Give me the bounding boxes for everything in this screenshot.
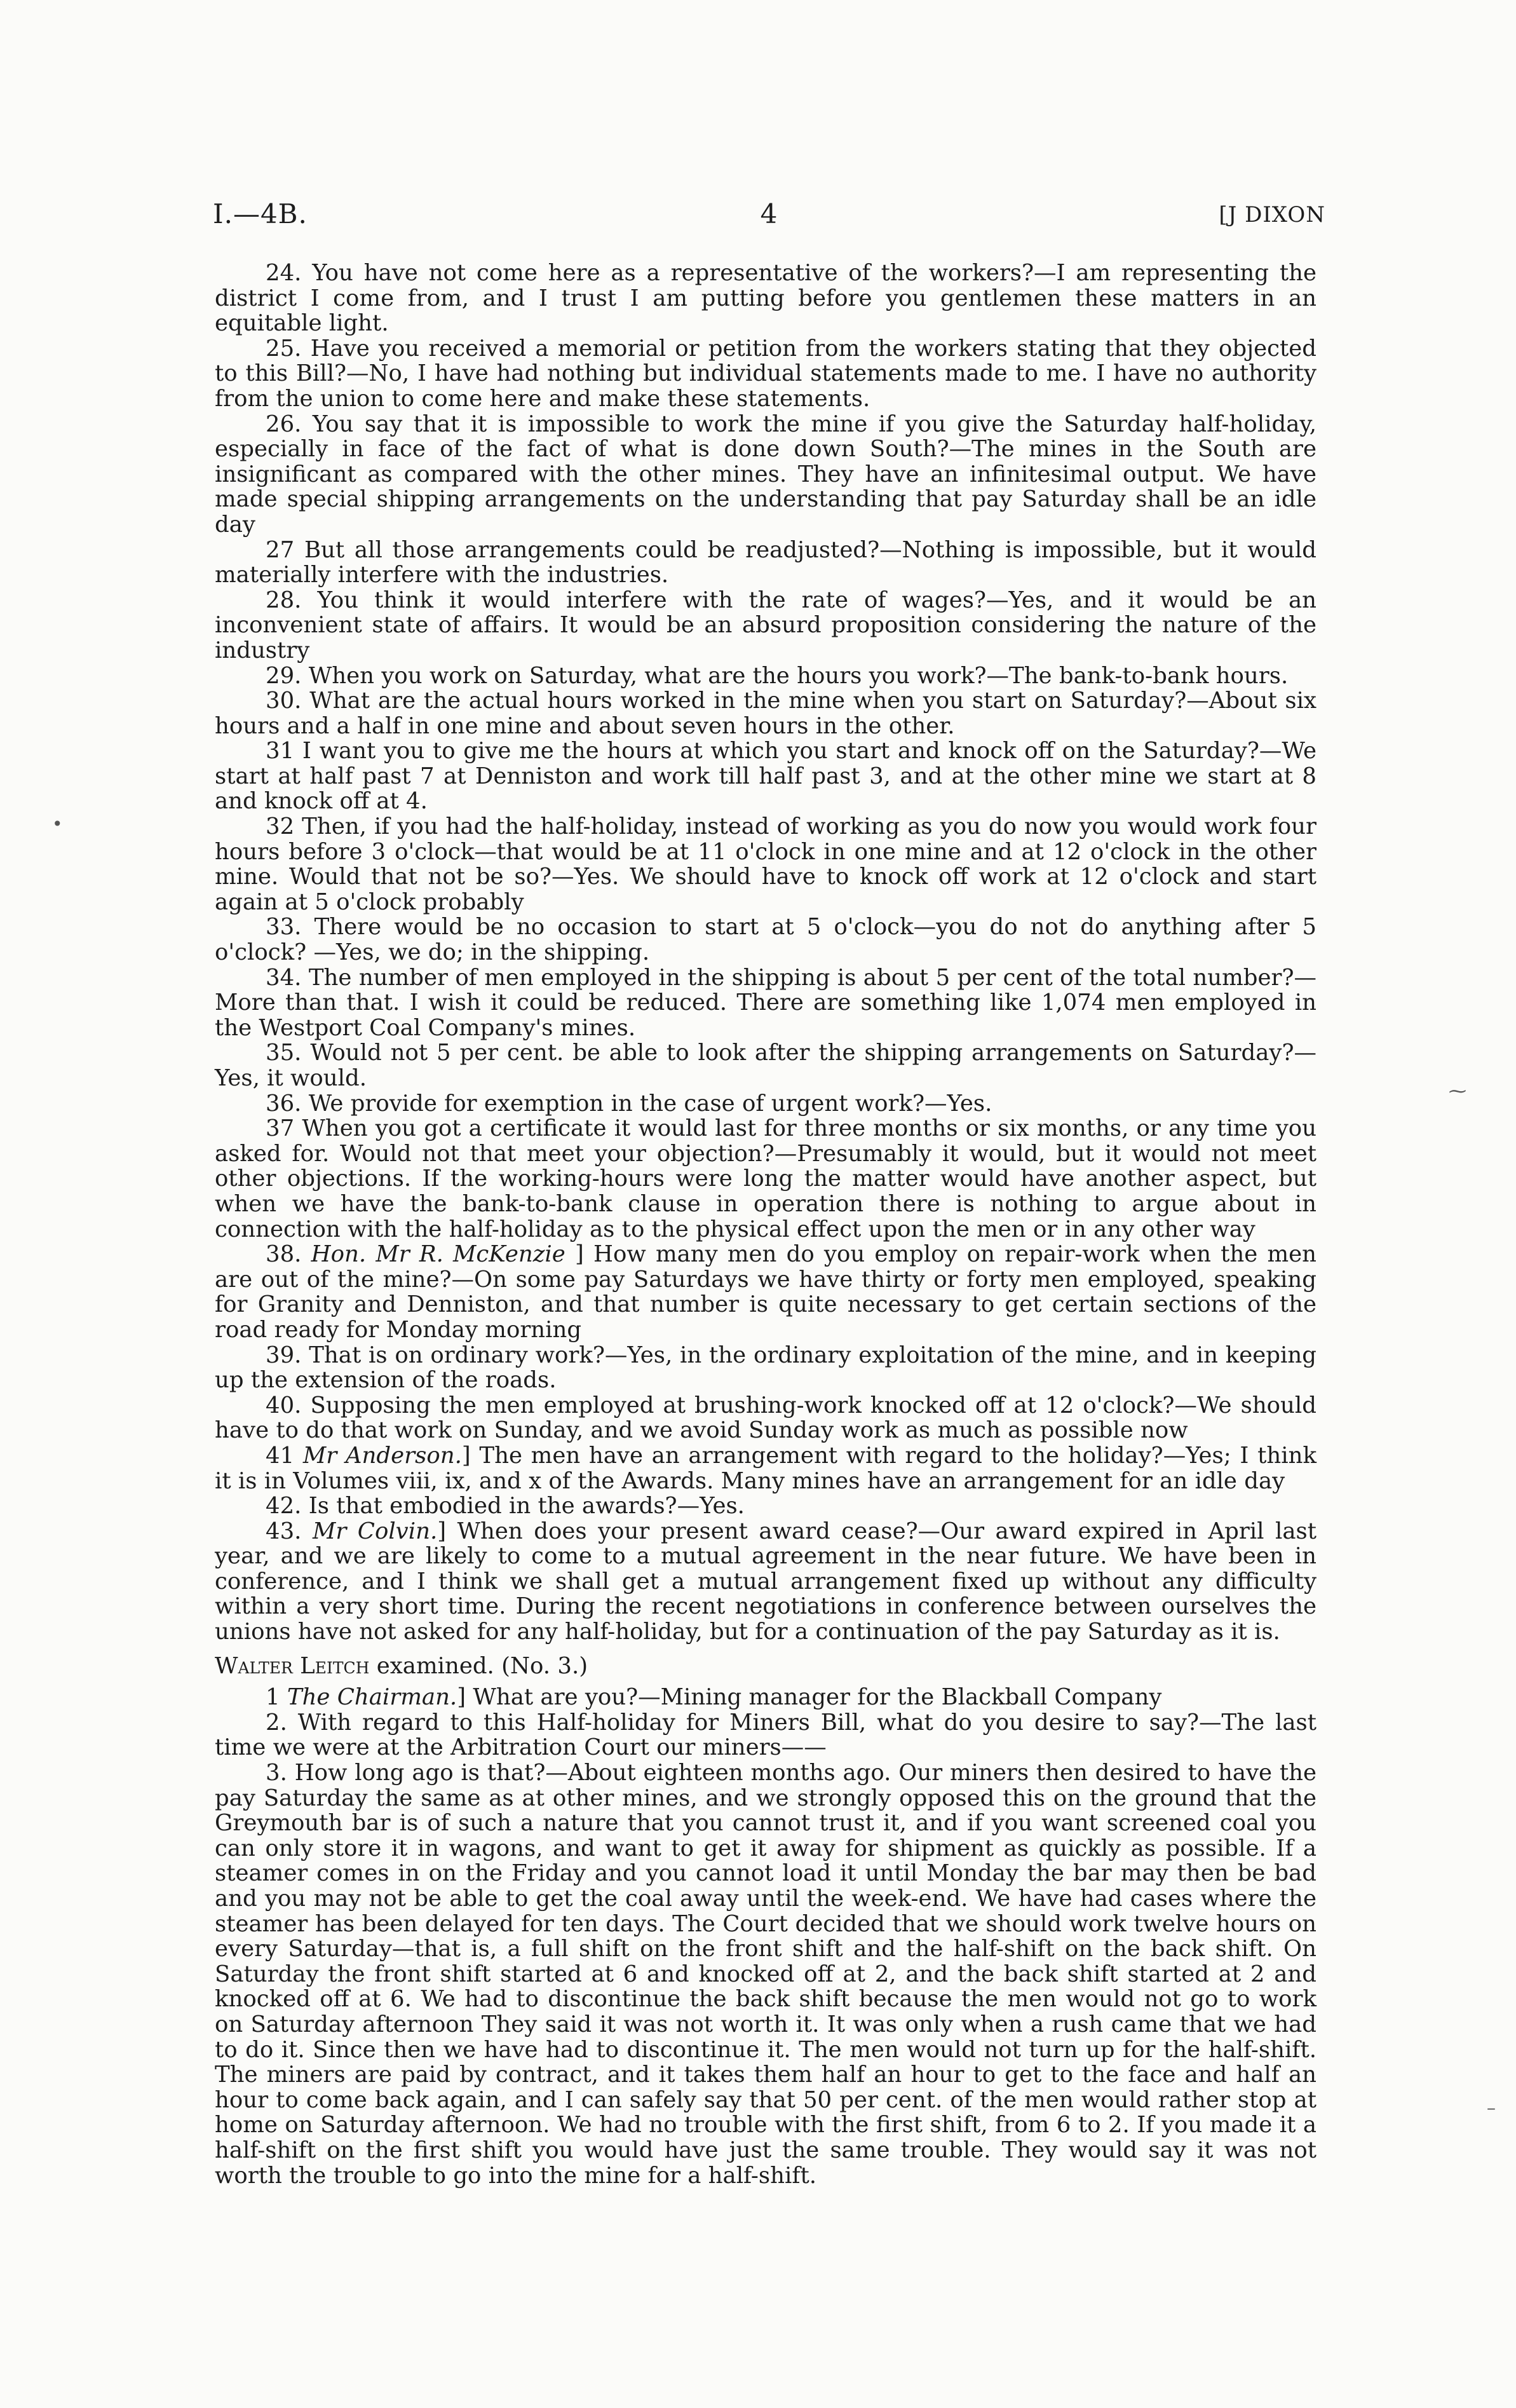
paragraph-40: 40. Supposing the men employed at brushing-work knocked off at 12 o'clock?—We should have to do that work on Sunday, and we avoid Sunday work as much as possible now [215, 1392, 1316, 1444]
scan-mark: • [52, 813, 63, 834]
paragraph-29: 29. When you work on Saturday, what are the hours you work?—The bank-to-bank hours. [266, 662, 1289, 689]
paragraph-24: 24. You have not come here as a representative of the workers?—I am representing the district I come from, and I trust I am putting before you gentlemen these matters in an equitable light. [215, 260, 1316, 337]
paragraph-28: 28. You think it would interfere with the rate of wages?—Yes, and it would be an inconvenient state of affairs. It would be an absurd proposition considering the nature of the industry [215, 587, 1316, 663]
paragraph-3: 3. How long ago is that?—About eighteen months ago. Our miners then desired to have the pay Saturday the same as at other mines, and we strongly opposed this on the ground that the Greymouth bar is of such a nature that you cannot trust it, and if you want screened coal you can only store it in wagons, and want to get it away for shipment as quickly as possible. If a steamer comes in on the Friday and you cannot load it until Monday the bar may then be bad and you may not be able to get the coal away until the week-end. We have had cases where the steamer has been delayed for ten days. The Court decided that we should work twelve hours on every Saturday—that is, a full shift on the front shift and the half-shift on the back shift. On Saturday the front shift started at 6 and knocked off at 2, and the back shift started at 2 and knocked off at 6. We had to discontinue the back shift because the men would not go to work on Saturday afternoon They said it was not worth it. It was only when a rush came that we had to do it. Since then we have had to discontinue it. The men would not turn up for the half-shift. The miners are paid by contract, and it takes them half an hour to get to the face and half an hour to come back again, and I can safely say that 50 per cent. of the men would rather stop at home on Saturday afternoon. We had no trouble with the first shift, from 6 to 2. If you made it a half-shift on the first shift you would have just the same trouble. They would say it was not worth the trouble to go into the mine for a half-shift. [215, 1760, 1316, 2189]
paragraph-26: 26. You say that it is impossible to work the mine if you give the Saturday half-holiday, especially in face of the fact of what is done down South?—The mines in the South are insignificant as compared with the other mines. They have an infinitesimal output. We have made special shipping arrangements on the understanding that pay Saturday shall be an idle day [215, 411, 1316, 538]
paragraph-25: 25. Have you received a memorial or petition from the workers stating that they objected to this Bill?—No, I have had nothing but individual statements made to me. I have no authority from the union to come here and make these statements. [215, 335, 1316, 412]
paragraph-1: 1 The Chairman.] What are you?—Mining manager for the Blackball Company [266, 1684, 1162, 1711]
witness-heading-name: Walter Leitch [215, 1652, 370, 1679]
scan-mark: ⁓ [1449, 1080, 1466, 1101]
page-body [215, 261, 1316, 2188]
witness-heading: Walter Leitch examined. (No. 3.) [215, 1652, 588, 1679]
paragraph-34: 34. The number of men employed in the shipping is about 5 per cent of the total number?—More than that. I wish it could be reduced. There are something like 1,074 men employed in the Westport Coal Company's mines. [215, 964, 1316, 1041]
paragraph-38: 38. Hon. Mr R. McKenzie ] How many men do you employ on repair-work when the men are out of the mine?—On some pay Saturdays we have thirty or forty men employed, speaking for Granity and Denniston, and that number is quite necessary to get certain sections of the road ready for Monday morning [215, 1241, 1316, 1343]
paragraph-32: 32 Then, if you had the half-holiday, instead of working as you do now you would work four hours before 3 o'clock—that would be at 11 o'clock in one mine and at 12 o'clock in the other mine. Would that not be so?—Yes. We should have to knock off work at 12 o'clock and start again at 5 o'clock probably [215, 813, 1316, 915]
paragraph-36: 36. We provide for exemption in the case of urgent work?—Yes. [266, 1090, 992, 1117]
scan-mark: – [1487, 2097, 1496, 2118]
paragraph-37: 37 When you got a certificate it would last for three months or six months, or any time you asked for. Would not that meet your objection?—Presumably it would, but it would not meet other objections. If the working-hours were long the matter would have another aspect, but when we have the bank-to-bank clause in operation there is nothing to argue about in connection with the half-holiday as to the physical effect upon the men or in any other way [215, 1115, 1316, 1242]
witness-name: [J DIXON [1219, 202, 1325, 228]
page-header [213, 198, 1325, 243]
paragraph-2: 2. With regard to this Half-holiday for Miners Bill, what do you desire to say?—The last time we were at the Arbitration Court our miners—— [215, 1709, 1316, 1761]
speaker-name: The Chairman. [287, 1684, 457, 1711]
paragraph-35: 35. Would not 5 per cent. be able to look after the shipping arrangements on Saturday?—Yes, it would. [215, 1040, 1316, 1091]
paragraph-43: 43. Mr Colvin.] When does your present award cease?—Our award expired in April last year, and we are likely to come to a mutual agreement in the near future. We have been in conference, and I think we shall get a mutual arrangement fixed up without any difficulty within a very short time. During the recent negotiations in conference between ourselves the unions have not asked for any half-holiday, but for a continuation of the pay Saturday as it is. [215, 1518, 1316, 1645]
paragraph-31: 31 I want you to give me the hours at which you start and knock off on the Saturday?—We start at half past 7 at Denniston and work till half past 3, and at the other mine we start at 8 and knock off at 4. [215, 738, 1316, 815]
paragraph-39: 39. That is on ordinary work?—Yes, in the ordinary exploitation of the mine, and in keeping up the extension of the roads. [215, 1342, 1316, 1394]
speaker-name: Mr Anderson. [302, 1442, 462, 1469]
paragraph-41: 41 Mr Anderson.] The men have an arrangement with regard to the holiday?—Yes; I think it is in Volumes viii, ix, and x of the Awards. Many mines have an arrangement for an idle day [215, 1442, 1317, 1494]
paragraph-30: 30. What are the actual hours worked in the mine when you start on Saturday?—About six hours and a half in one mine and about seven hours in the other. [215, 688, 1316, 739]
speaker-name: Hon. Mr R. McKenzie [311, 1241, 565, 1268]
page-number: 4 [760, 198, 778, 229]
paragraph-42: 42. Is that embodied in the awards?—Yes. [266, 1493, 745, 1520]
paragraph-27: 27 But all those arrangements could be readjusted?—Nothing is impossible, but it would materially interfere with the industries. [215, 536, 1316, 588]
paper-reference: I.—4B. [213, 198, 308, 229]
paragraph-33: 33. There would be no occasion to start at 5 o'clock—you do not do anything after 5 o'clock? —Yes, we do; in the shipping. [215, 914, 1317, 966]
speaker-name: Mr Colvin. [312, 1518, 438, 1544]
